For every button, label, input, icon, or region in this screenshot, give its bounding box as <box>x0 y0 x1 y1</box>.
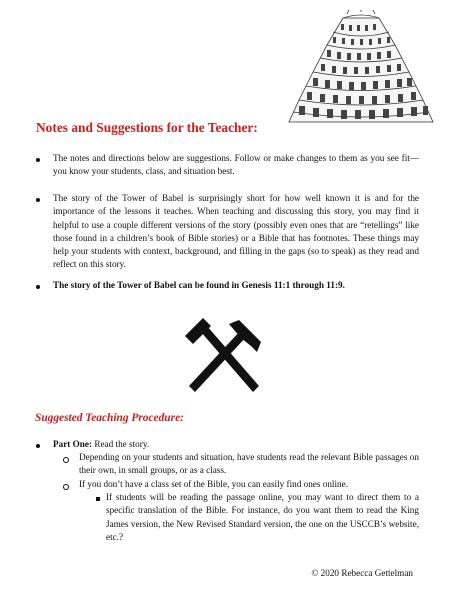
procedure-heading: Suggested Teaching Procedure: <box>35 412 184 424</box>
crossed-hammers-icon <box>183 316 265 396</box>
part-one-line <box>53 438 419 451</box>
subsub-bullet-square <box>96 497 100 501</box>
part-one-label: Part One: <box>53 439 93 449</box>
part-one-text: Read the story. <box>92 439 150 449</box>
subsub-item: If students will be reading the passage online, you may want to direct them to a specific translation of the Bible. For instance, do you want them to read the King James version, the New Revised Standard version, the one on the USCCB’s website, etc.? <box>106 492 419 542</box>
tower-of-babel-illustration <box>283 10 443 125</box>
bullet-dot <box>36 285 40 289</box>
bullet-1-text: The notes and directions below are suggestions. Follow or make changes to them as you see fit—you know your students, class, and situation best. <box>53 153 419 177</box>
copyright-footer: © 2020 Rebecca Gettelman <box>311 568 413 578</box>
bullet-dot <box>36 158 40 162</box>
bullet-dot <box>36 198 40 202</box>
bullet-2-text: The story of the Tower of Babel is surprisingly short for how well known it is and for the importance of the lessons it teaches. When teaching and discussing this story, you may find it helpful to use a couple different versions of the story (possibly even ones that are “retellings” like those found in a children’s book of Bible stories) or a Bible that has footnotes. These things may help your students with context, background, and filling in the gaps (so to speak) as they read and reflect on this story. <box>53 193 419 270</box>
bullet-dot <box>36 444 40 448</box>
sub-bullet-circle <box>63 457 69 463</box>
sub-item-1: Depending on your students and situation, have students read the relevant Bible passages on their own, in small groups, or as a class. <box>79 452 419 476</box>
sub-bullet-circle <box>63 484 69 490</box>
sub-item-2: If you don’t have a class set of the Bible, you can easily find ones online. <box>79 479 349 489</box>
bullet-3-text: The story of the Tower of Babel can be found in Genesis 11:1 through 11:9. <box>53 280 345 290</box>
section-heading: Notes and Suggestions for the Teacher: <box>36 120 258 135</box>
